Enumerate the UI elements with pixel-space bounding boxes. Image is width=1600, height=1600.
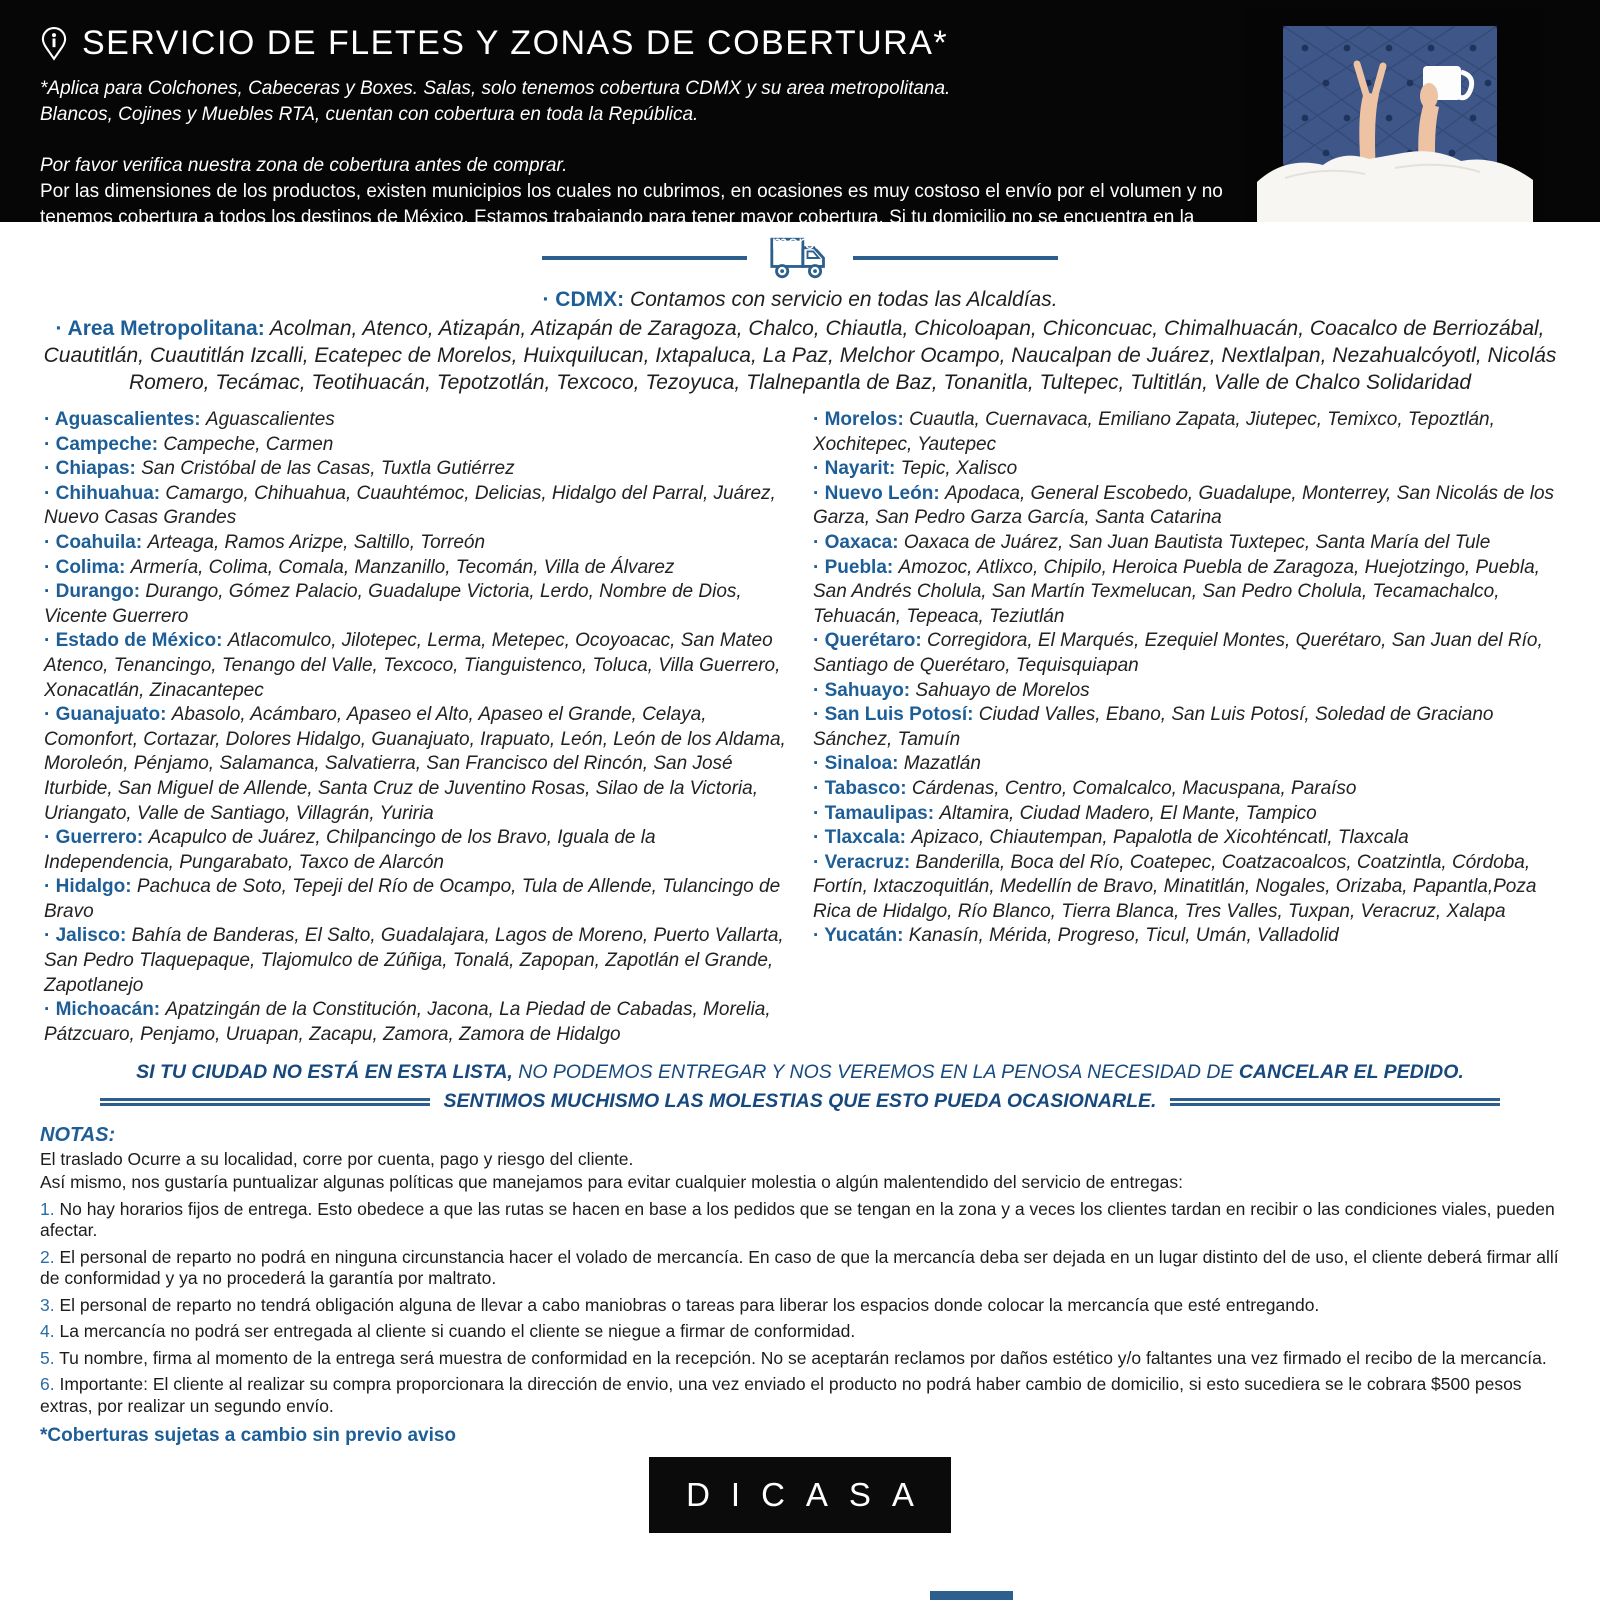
state-name: · Sahuayo: xyxy=(813,679,916,701)
state-item xyxy=(813,629,1556,678)
state-cities: Durango, Gómez Palacio, Guadalupe Victoria, Lerdo, Nombre de Dios, Vicente Guerrero xyxy=(44,581,742,627)
state-name: · Nayarit: xyxy=(813,458,901,480)
warning-line1-middle: NO PODEMOS ENTREGAR Y NOS VEREMOS EN LA PENOSA NECESIDAD DE xyxy=(512,1061,1239,1084)
state-cities: Apizaco, Chiautempan, Papalotla de Xicohténcatl, Tlaxcala xyxy=(911,827,1409,849)
state-name: · Guerrero: xyxy=(44,827,149,849)
warning-line1-bold-end: CANCELAR EL PEDIDO. xyxy=(1238,1061,1464,1084)
metro-label: · Area Metropolitana: xyxy=(55,317,265,340)
note-number: 1. xyxy=(40,1198,60,1219)
state-cities: Apatzingán de la Constitución, Jacona, La Piedad de Cabadas, Morelia, Pátzcuaro, Penjamo, Uruapan, Zacapu, Zamora, Zamora de Hidalgo xyxy=(44,999,771,1045)
state-cities: Corregidora, El Marqués, Ezequiel Montes, Querétaro, San Juan del Río, Santiago de Querétaro, Tequisquiapan xyxy=(813,630,1543,676)
cdmx-coverage-line xyxy=(0,286,1600,313)
state-item xyxy=(44,457,787,482)
state-item xyxy=(813,408,1556,457)
state-cities: Mazatlán xyxy=(903,753,981,775)
state-name: · Tabasco: xyxy=(813,777,912,799)
state-cities: Banderilla, Boca del Río, Coatepec, Coatzacoalcos, Coatzintla, Córdoba, Fortín, Ixtaczoquitlán, Medellín de Bravo, Minatitlán, Nogales, Orizaba, Papantla,Poza Rica de Hidalgo, Río Blanco, Tierra Blanca, Tres Valles, Tuxpan, Veracruz, Xalapa xyxy=(813,851,1537,922)
bed-headboard-photo xyxy=(1245,8,1545,222)
note-item: 3. El personal de reparto no tendrá obligación alguna de llevar a cabo maniobras o tareas para liberar los espacios donde colocar la mercancía que esté entregando. xyxy=(40,1294,1320,1315)
warning-rule-right xyxy=(1170,1098,1500,1106)
note-number: 2. xyxy=(40,1246,60,1267)
state-item xyxy=(44,924,787,998)
state-cities: Arteaga, Ramos Arizpe, Saltillo, Torreón xyxy=(147,531,486,553)
note-item: 5. Tu nombre, firma al momento de la entrega será muestra de conformidad en la recepción. No se aceptarán reclamos por daños estético y/o faltantes una vez firmado el recibo de la mercancía. xyxy=(40,1347,1547,1368)
state-cities: Sahuayo de Morelos xyxy=(915,679,1090,701)
state-item xyxy=(813,851,1556,925)
state-cities: Cuautla, Cuernavaca, Emiliano Zapata, Jiutepec, Temixco, Tepoztlán, Xochitepec, Yautepec xyxy=(813,409,1495,455)
state-name: · Chihuahua: xyxy=(44,482,166,504)
state-cities: Ciudad Valles, Ebano, San Luis Potosí, Soledad de Graciano Sánchez, Tamuín xyxy=(813,704,1494,750)
state-item xyxy=(44,826,787,875)
header-note-body: Por las dimensiones de los productos, existen municipios los cuales no cubrimos, en ocasiones es muy costoso el envío por el volumen y no tenemos cobertura a todos los destinos de México. Estamos trabajando para tener mayor cobertura. Si tu domicilio no se encuentra en la lista, lo podemos llevar a la ciudad más cercana para que de ahí, tú puedas recoger la mercancía. Esto se llama servicio Ocurre. xyxy=(40,181,1223,254)
metro-coverage-block xyxy=(0,315,1600,396)
state-name: · Chiapas: xyxy=(44,458,142,480)
notes-list xyxy=(40,1199,1560,1418)
note-item: 4. La mercancía no podrá ser entregada al cliente si cuando el cliente se niegue a firmar de conformidad. xyxy=(40,1321,856,1342)
state-name: · Colima: xyxy=(44,556,131,578)
state-name: · Hidalgo: xyxy=(44,876,137,898)
metro-text: Acolman, Atenco, Atizapán, Atizapán de Zaragoza, Chalco, Chiautla, Chicoloapan, Chiconcuac, Chimalhuacán, Coacalco de Berriozábal, Cuautitlán, Cuautitlán Izcalli, Ecatepec de Morelos, Huixquilucan, Ixtapaluca, La Paz, Melchor Ocampo, Naucalpan de Juárez, Nextlalpan, Nezahualcóyotl, Nicolás Romero, Tecámac, Teotihuacán, Tepotzotlán, Texcoco, Tezoyuca, Tlalnepantla de Baz, Tonanitla, Tultepec, Tultitlán, Valle de Chalco Solidaridad xyxy=(43,317,1557,394)
state-name: · Michoacán: xyxy=(44,999,166,1021)
state-cities: Altamira, Ciudad Madero, El Mante, Tampico xyxy=(939,802,1317,824)
state-name: · Querétaro: xyxy=(813,630,928,652)
header-note-intro: Por favor verifica nuestra zona de cobertura antes de comprar. xyxy=(40,155,568,176)
state-cities: Bahía de Banderas, El Salto, Guadalajara, Lagos de Moreno, Puerto Vallarta, San Pedro Tlaquepaque, Tlajomulco de Zúñiga, Tonalá, Zapopan, Zapotlán el Grande, Zapotlanejo xyxy=(44,925,784,996)
location-info-pin-icon xyxy=(40,26,68,62)
state-name: · Coahuila: xyxy=(44,531,148,553)
state-item xyxy=(813,924,1556,949)
coverage-columns xyxy=(0,408,1600,1047)
state-name: · Sinaloa: xyxy=(813,753,904,775)
note-item: 6. Importante: El cliente al realizar su compra proporcionara la dirección de envio, una vez enviado el producto no podrá haber cambio de domicilio, si esto sucediera se le cobrara $500 pesos extras, por realizar un segundo envío. xyxy=(40,1374,1522,1416)
state-cities: Kanasín, Mérida, Progreso, Ticul, Umán, Valladolid xyxy=(908,925,1339,947)
notas-intro-2: Así mismo, nos gustaría puntualizar algunas políticas que manejamos para evitar cualquier molestia o algún malentendido del servicio de entregas: xyxy=(40,1172,1183,1193)
state-item xyxy=(813,457,1556,482)
state-cities: Amozoc, Atlixco, Chipilo, Heroica Puebla de Zaragoza, Huejotzingo, Puebla, San Andrés Cholula, San Martín Texmelucan, San Pedro Cholula, Tecamachalco, Tehuacán, Tepeaca, Teziutlán xyxy=(813,556,1540,627)
warning-line2: SENTIMOS MUCHISMO LAS MOLESTIAS QUE ESTO PUEDA OCASIONARLE. xyxy=(443,1090,1157,1113)
notas-section xyxy=(0,1125,1600,1447)
state-name: · Puebla: xyxy=(813,556,899,578)
state-cities: Camargo, Chihuahua, Cuauhtémoc, Delicias, Hidalgo del Parral, Juárez, Nuevo Casas Grandes xyxy=(44,482,776,529)
state-name: · Oaxaca: xyxy=(813,531,904,553)
state-item xyxy=(813,826,1556,851)
state-name: · Estado de México: xyxy=(44,630,228,652)
state-cities: Acapulco de Juárez, Chilpancingo de los Bravo, Iguala de la Independencia, Pungarabato, Taxco de Alarcón xyxy=(44,827,656,873)
warning-line1-bold-start: SI TU CIUDAD NO ESTÁ EN ESTA LISTA, xyxy=(136,1061,513,1084)
notas-heading: NOTAS: xyxy=(40,1124,116,1147)
state-name: · Tamaulipas: xyxy=(813,802,940,824)
state-name: · Aguascalientes: xyxy=(44,409,206,430)
state-item xyxy=(813,802,1556,827)
header-subtitle-line1: *Aplica para Colchones, Cabeceras y Boxes. Salas, solo tenemos cobertura CDMX y su area metropolitana. xyxy=(40,78,951,99)
state-item xyxy=(44,408,787,433)
state-cities: Pachuca de Soto, Tepeji del Río de Ocampo, Tula de Allende, Tulancingo de Bravo xyxy=(44,876,781,922)
state-list-right xyxy=(813,408,1556,1047)
note-number: 5. xyxy=(40,1347,60,1368)
state-cities: Apodaca, General Escobedo, Guadalupe, Monterrey, San Nicolás de los Garza, San Pedro Garza García, Santa Catarina xyxy=(813,482,1555,529)
state-list-left xyxy=(44,408,787,1047)
state-cities: Tepic, Xalisco xyxy=(900,458,1018,480)
note-item: 2. El personal de reparto no podrá en ninguna circunstancia hacer el volado de mercancía. En caso de que la mercancía deba ser dejada en un lugar distinto del de uso, el cliente deberá firmar allí de conformidad y ya no procederá la garantía por maltrato. xyxy=(40,1246,1559,1289)
coverage-footnote: *Coberturas sujetas a cambio sin previo aviso xyxy=(40,1425,457,1447)
state-cities: Armería, Colima, Comala, Manzanillo, Tecomán, Villa de Álvarez xyxy=(130,556,675,578)
state-cities: Campeche, Carmen xyxy=(163,433,334,455)
warning-line1 xyxy=(0,1061,1600,1084)
logo-text: DICASA xyxy=(686,1475,935,1513)
state-cities: Atlacomulco, Jilotepec, Lerma, Metepec, Ocoyoacac, San Mateo Atenco, Tenancingo, Tenango del Valle, Texcoco, Tianguistenco, Toluca, Villa Guerrero, Xonacatlán, Zinacantepec xyxy=(44,630,781,701)
header-subtitle-line2: Blancos, Cojines y Muebles RTA, cuentan con cobertura en toda la República. xyxy=(40,104,699,125)
state-name: · San Luis Potosí: xyxy=(813,704,979,726)
state-item xyxy=(813,752,1556,777)
note-item: 1. No hay horarios fijos de entrega. Esto obedece a que las rutas se hacen en base a los pedidos que se tengan en la zona y a veces los clientes tardan en recibir o las condiciones viales, pueden afectar. xyxy=(40,1198,1555,1241)
note-number: 3. xyxy=(40,1294,60,1315)
state-name: · Campeche: xyxy=(44,433,164,455)
state-name: · Jalisco: xyxy=(44,925,132,947)
state-name: · Guanajuato: xyxy=(44,704,172,726)
state-name: · Durango: xyxy=(44,581,146,603)
warning-banner xyxy=(0,1061,1600,1113)
state-item xyxy=(44,580,787,629)
note-number: 6. xyxy=(40,1374,60,1395)
state-item xyxy=(813,482,1556,531)
warning-rule-left xyxy=(100,1098,430,1106)
state-item xyxy=(813,703,1556,752)
state-item xyxy=(44,556,787,581)
state-name: · Yucatán: xyxy=(813,925,909,947)
state-cities: Cárdenas, Centro, Comalcalco, Macuspana, Paraíso xyxy=(911,777,1357,799)
state-item xyxy=(813,777,1556,802)
state-item xyxy=(44,531,787,556)
state-item xyxy=(813,531,1556,556)
state-cities: Abasolo, Acámbaro, Apaseo el Alto, Apaseo el Grande, Celaya, Comonfort, Cortazar, Dolores Hidalgo, Guanajuato, Irapuato, León, León de los Aldama, Moroleón, Pénjamo, Salamanca, Salvatierra, San Francisco del Rincón, San José Iturbide, San Miguel de Allende, Santa Cruz de Juventino Rosas, Silao de la Victoria, Uriangato, Valle de Santiago, Villagrán, Yuriria xyxy=(44,704,786,824)
state-item xyxy=(44,998,787,1047)
state-item xyxy=(44,875,787,924)
cdmx-text: Contamos con servicio en todas las Alcaldías. xyxy=(624,288,1058,311)
state-name: · Nuevo León: xyxy=(813,482,945,504)
state-cities: Aguascalientes xyxy=(205,409,335,430)
state-item xyxy=(44,703,787,826)
header-banner xyxy=(0,0,1600,254)
state-name: · Morelos: xyxy=(813,409,910,430)
cdmx-label: · CDMX: xyxy=(542,288,625,311)
warning-line2-row xyxy=(0,1090,1600,1113)
state-item xyxy=(44,433,787,458)
page-title: SERVICIO DE FLETES Y ZONAS DE COBERTURA* xyxy=(82,24,949,62)
state-name: · Veracruz: xyxy=(813,851,916,873)
bottom-blue-strip xyxy=(930,1591,1013,1600)
dicasa-logo xyxy=(649,1457,951,1533)
state-item xyxy=(813,556,1556,630)
state-cities: San Cristóbal de las Casas, Tuxtla Gutiérrez xyxy=(141,458,515,480)
state-item xyxy=(813,679,1556,704)
notas-intro-1: El traslado Ocurre a su localidad, corre por cuenta, pago y riesgo del cliente. xyxy=(40,1148,634,1169)
state-name: · Tlaxcala: xyxy=(813,827,912,849)
state-item xyxy=(44,482,787,531)
state-cities: Oaxaca de Juárez, San Juan Bautista Tuxtepec, Santa María del Tule xyxy=(903,531,1491,553)
note-number: 4. xyxy=(40,1321,60,1342)
state-item xyxy=(44,629,787,703)
